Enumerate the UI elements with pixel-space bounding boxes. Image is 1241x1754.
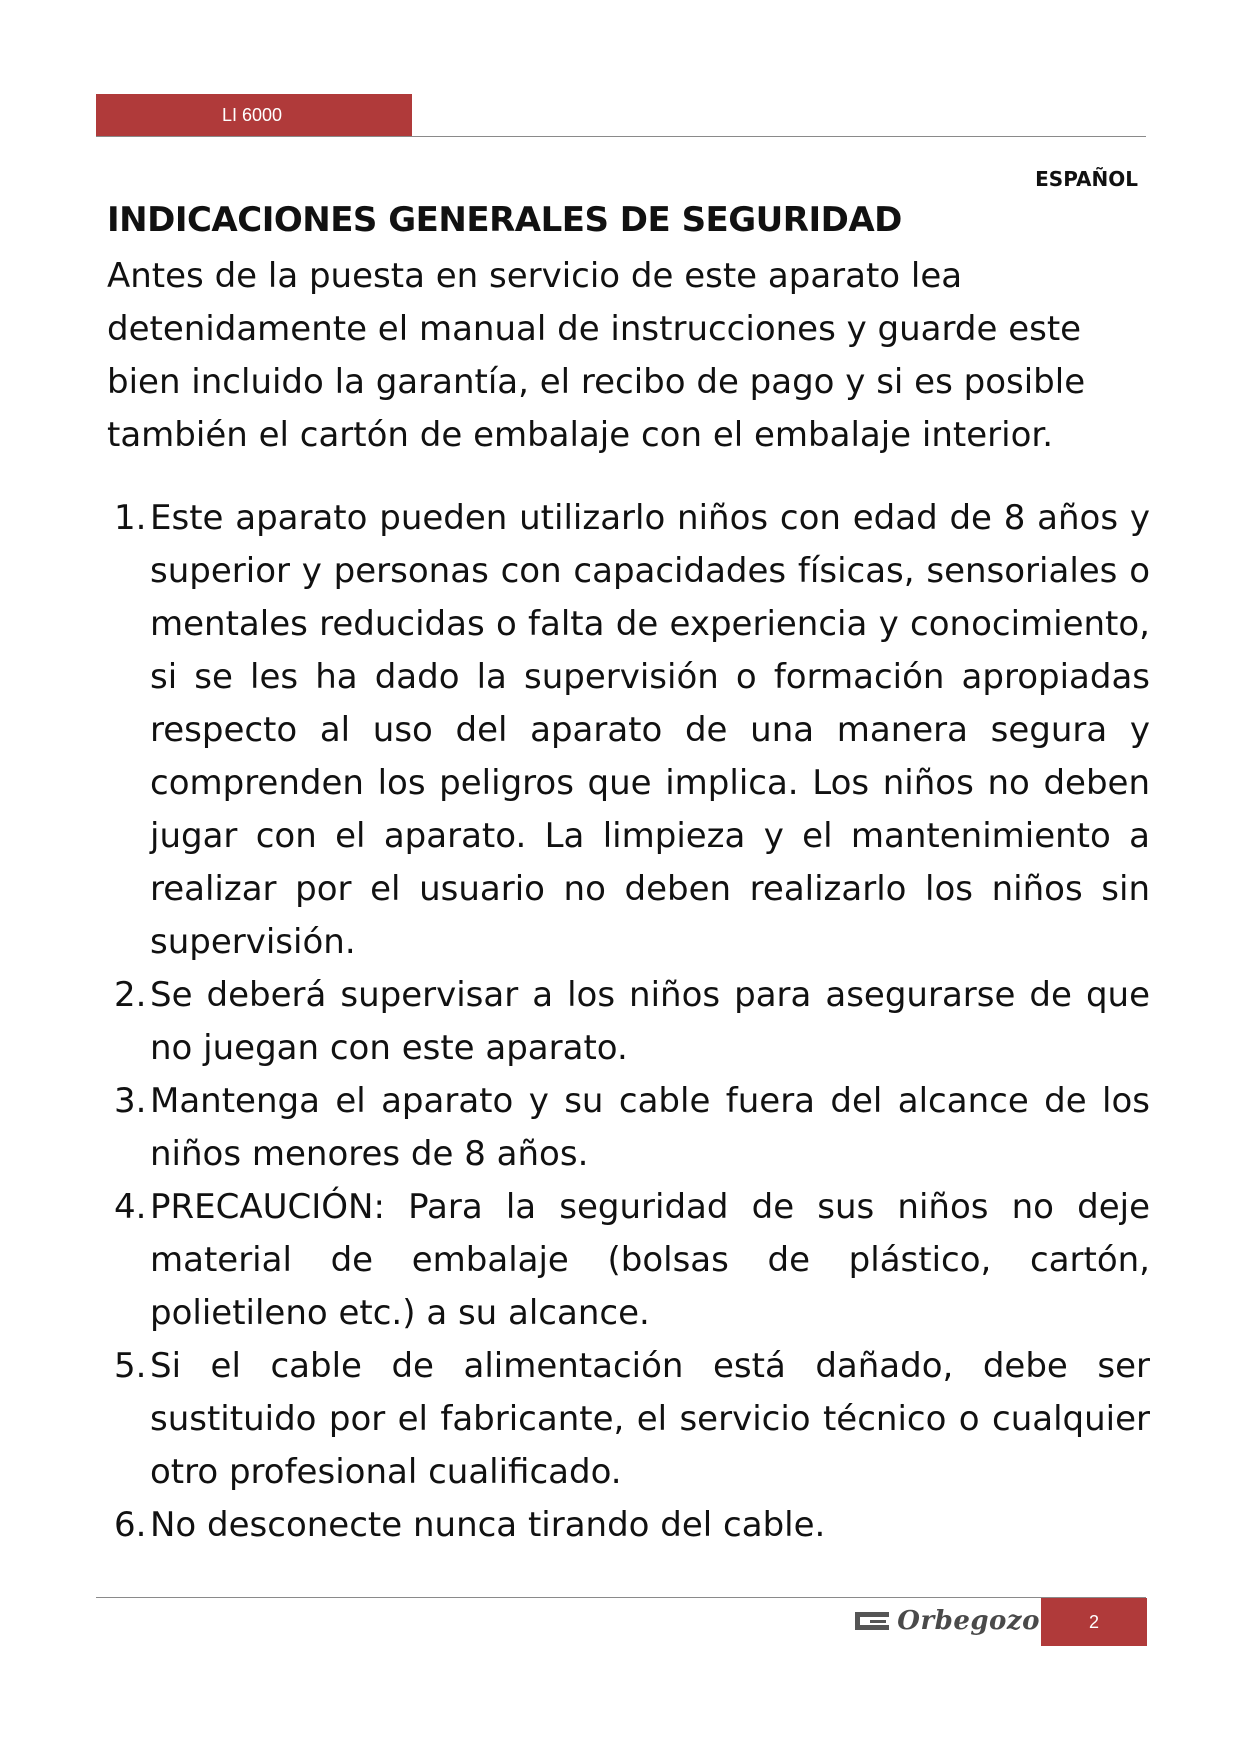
item-number: 6.: [114, 1505, 147, 1545]
brand-logo: [855, 1600, 1040, 1642]
item-text: Mantenga el aparato y su cable fuera del alcance de los niños menores de 8 años.: [150, 1081, 1150, 1174]
intro-line: detenidamente el manual de instrucciones y guarde este: [107, 309, 1082, 349]
list-item: [110, 969, 1150, 1075]
list-item: [110, 1499, 1150, 1552]
page-number: 2: [1041, 1598, 1147, 1646]
model-label: LI 6000: [222, 105, 283, 125]
header-model-tab: [96, 94, 412, 136]
list-item: [110, 1340, 1150, 1499]
item-number: 5.: [114, 1346, 147, 1386]
footer-divider: [96, 1597, 1146, 1598]
brand-wordmark: Orbegozo: [897, 1606, 1040, 1636]
brand-mark-icon: [855, 1612, 889, 1630]
intro-line: Antes de la puesta en servicio de este aparato lea: [107, 256, 963, 296]
item-text: Se deberá supervisar a los niños para asegurarse de que no juegan con este aparato.: [150, 975, 1150, 1068]
item-number: 3.: [114, 1081, 147, 1121]
item-text: Este aparato pueden utilizarlo niños con edad de 8 años y superior y personas con capacidades físicas, sensoriales o mentales reducidas o falta de experiencia y conocimiento, si se les ha dado la supervisión o formación apropiadas respecto al uso del aparato de una manera segura y comprenden los peligros que implica. Los niños no deben jugar con el aparato. La limpieza y el mantenimiento a realizar por el usuario no deben realizarlo los niños sin supervisión.: [150, 498, 1150, 962]
language-label: ESPAÑOL: [1035, 167, 1138, 191]
list-item: [110, 492, 1150, 969]
header-divider: [96, 136, 1146, 137]
list-item: [110, 1075, 1150, 1181]
item-number: 4.: [114, 1187, 147, 1227]
item-text: No desconecte nunca tirando del cable.: [150, 1505, 826, 1545]
intro-paragraph: [107, 250, 1167, 462]
intro-line: también el cartón de embalaje con el embalaje interior.: [107, 415, 1054, 455]
section-title: INDICACIONES GENERALES DE SEGURIDAD: [107, 200, 902, 240]
safety-list: [110, 492, 1150, 1552]
item-text: Si el cable de alimentación está dañado, debe ser sustituido por el fabricante, el servicio técnico o cualquier otro profesional cualificado.: [150, 1346, 1150, 1492]
list-item: [110, 1181, 1150, 1340]
item-number: 1.: [114, 498, 147, 538]
item-text: PRECAUCIÓN: Para la seguridad de sus niños no deje material de embalaje (bolsas de plástico, cartón, polietileno etc.) a su alcance.: [150, 1187, 1150, 1333]
intro-line: bien incluido la garantía, el recibo de pago y si es posible: [107, 362, 1086, 402]
item-number: 2.: [114, 975, 147, 1015]
